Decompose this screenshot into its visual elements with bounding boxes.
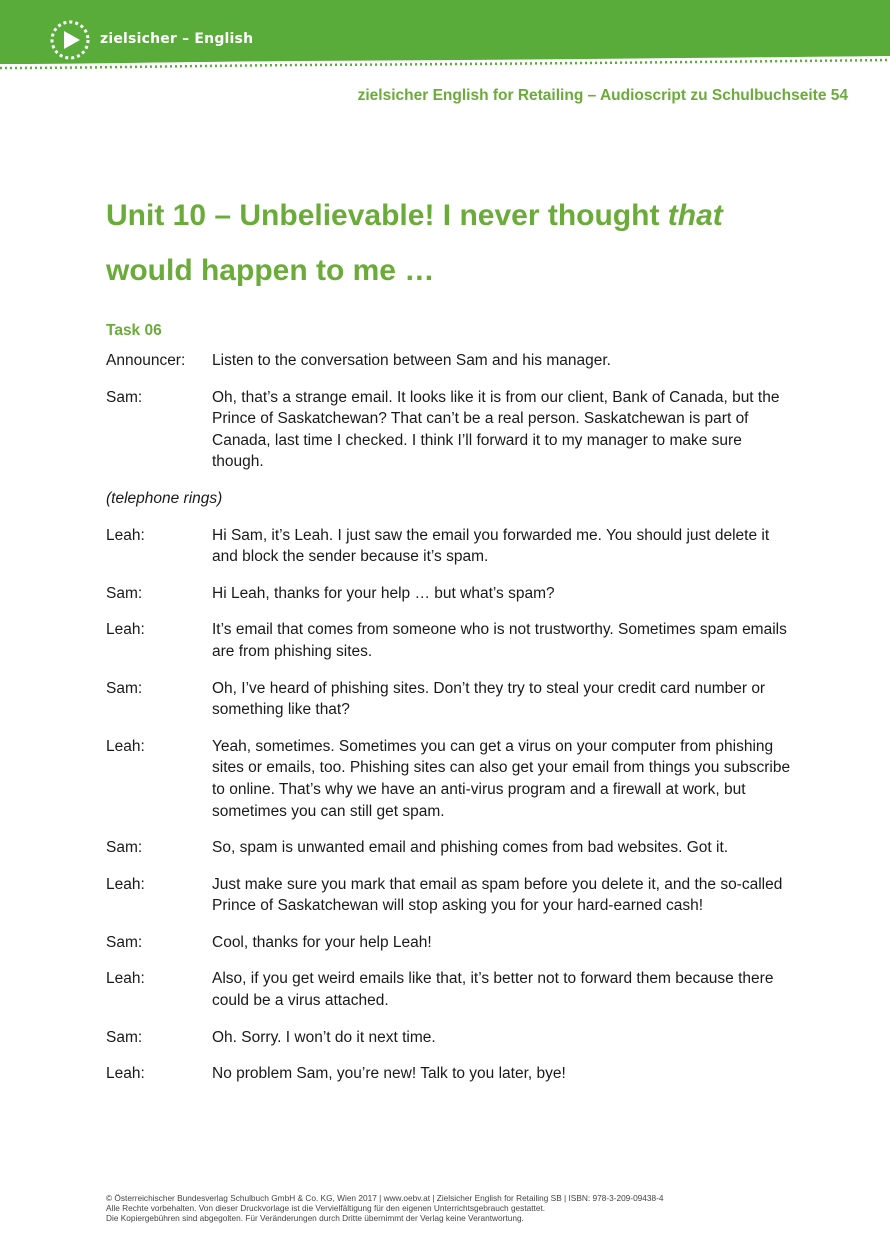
speech-text: Oh. Sorry. I won’t do it next time. <box>212 1028 436 1046</box>
footer-line: © Österreichischer Bundesverlag Schulbuch GmbH & Co. KG, Wien 2017 | www.oebv.at | Zielsicher English for Retailing SB | ISBN: 978-3-209-09438-4 <box>106 1193 664 1203</box>
copyright-footer <box>106 1193 826 1223</box>
footer-line: Alle Rechte vorbehalten. Von dieser Druckvorlage ist die Vervielfältigung für den eigenen Unterrichtsgebrauch gestattet. <box>106 1203 546 1213</box>
dialogue-line <box>106 1063 796 1085</box>
speaker-label: Leah: <box>106 970 145 988</box>
footer-line: Die Kopiergebühren sind abgegolten. Für Veränderungen durch Dritte übernimmt der Verlag keine Verantwortung. <box>106 1213 524 1223</box>
dialogue-line <box>106 1027 796 1049</box>
dialogue-line <box>106 736 796 822</box>
brand-name: zielsicher – English <box>100 31 254 47</box>
title-line2: would happen to me … <box>106 254 435 287</box>
task-heading: Task 06 <box>106 322 162 339</box>
dialogue-line <box>106 619 796 662</box>
speaker-label: Leah: <box>106 875 145 893</box>
speech-text: Hi Sam, it’s Leah. I just saw the email you forwarded me. You should just delete it and block the sender because it’s spam. <box>212 526 770 566</box>
dialogue-line <box>106 583 796 605</box>
speech-text: Also, if you get weird emails like that, it’s better not to forward them because there could be a virus attached. <box>212 970 774 1010</box>
dialogue-line <box>106 678 796 721</box>
speaker-label: Announcer: <box>106 352 186 369</box>
dialogue-line <box>106 874 796 917</box>
unit-title <box>106 188 826 298</box>
speaker-label: Sam: <box>106 679 143 697</box>
speaker-label: Sam: <box>106 1028 143 1046</box>
speaker-label: Leah: <box>106 737 145 755</box>
speaker-label: Sam: <box>106 839 143 857</box>
speech-text: Cool, thanks for your help Leah! <box>212 933 432 951</box>
dialogue-line <box>106 837 796 859</box>
speech-text: Listen to the conversation between Sam and his manager. <box>212 352 611 369</box>
speaker-label: Sam: <box>106 584 143 602</box>
dialogue-line <box>106 525 796 568</box>
stage-direction: (telephone rings) <box>106 489 223 507</box>
speaker-label: Leah: <box>106 621 145 639</box>
speech-text: Just make sure you mark that email as spam before you delete it, and the so-called Prince of Saskatchewan will stop asking you for your hard-earned cash! <box>212 875 783 915</box>
speech-text: So, spam is unwanted email and phishing comes from bad websites. Got it. <box>212 839 729 857</box>
speaker-label: Leah: <box>106 1065 145 1083</box>
dialogue-line <box>106 387 796 473</box>
speech-text: No problem Sam, you’re new! Talk to you later, bye! <box>212 1065 566 1083</box>
speaker-label: Sam: <box>106 933 143 951</box>
speech-text: Yeah, sometimes. Sometimes you can get a virus on your computer from phishing sites or emails, too. Phishing sites can also get your email from things you subscribe to online. That’s why we have an anti-virus program and a firewall at work, but sometimes you can still get spam. <box>212 737 791 820</box>
title-emphasis: that <box>667 199 723 232</box>
dialogue-line <box>106 968 796 1011</box>
speech-text: It’s email that comes from someone who is not trustworthy. Sometimes spam emails are from phishing sites. <box>212 621 787 660</box>
speech-text: Hi Leah, thanks for your help … but what’s spam? <box>212 584 555 602</box>
dialogue-line <box>106 932 796 954</box>
dialogue <box>106 350 796 1100</box>
title-line1: Unit 10 – Unbelievable! I never thought <box>106 199 668 232</box>
speaker-label: Leah: <box>106 526 145 544</box>
speech-text: Oh, I’ve heard of phishing sites. Don’t they try to steal your credit card number or something like that? <box>212 679 766 719</box>
speech-text: Oh, that’s a strange email. It looks like it is from our client, Bank of Canada, but the Prince of Saskatchewan? That can’t be a real person. Saskatchewan is part of Canada, last time I checked. I think I’ll forward it to my manager to make sure though. <box>212 388 780 471</box>
dialogue-line <box>106 350 796 372</box>
page-subtitle: zielsicher English for Retailing – Audioscript zu Schulbuchseite 54 <box>357 87 848 104</box>
speaker-label: Sam: <box>106 388 143 406</box>
